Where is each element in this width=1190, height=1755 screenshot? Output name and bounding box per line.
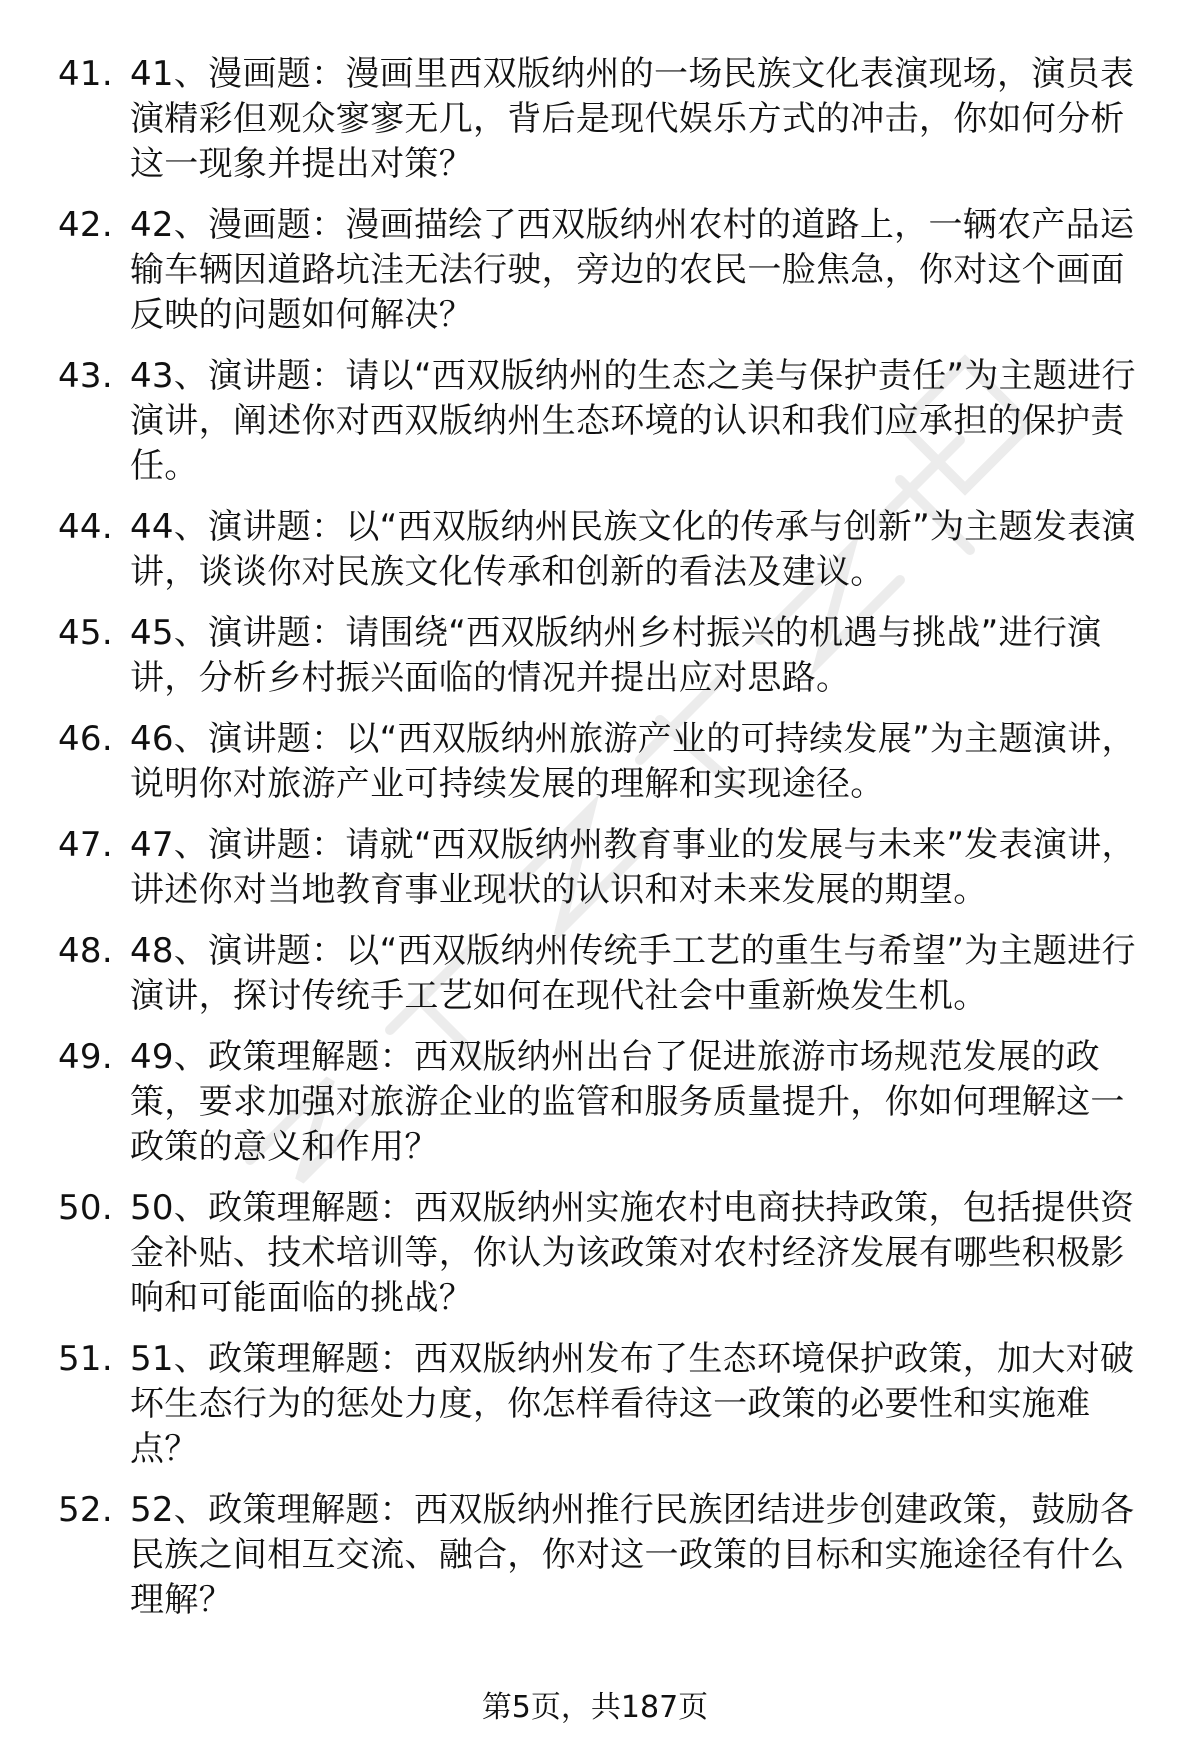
- question-number: 44.: [58, 507, 113, 547]
- question-text: 48、演讲题：以“西双版纳州传统手工艺的重生与希望”为主题进行演讲，探讨传统手工艺如何在现代社会中重新焕发生机。: [130, 931, 1136, 1016]
- question-item: [58, 1035, 1148, 1170]
- question-number: 41.: [58, 54, 113, 94]
- question-number: 49.: [58, 1037, 113, 1077]
- question-number: 48.: [58, 931, 113, 971]
- question-text: 41、漫画题：漫画里西双版纳州的一场民族文化表演现场，演员表演精彩但观众寥寥无几，背后是现代娱乐方式的冲击，你如何分析这一现象并提出对策？: [130, 54, 1135, 184]
- question-number: 52.: [58, 1490, 113, 1530]
- question-text: 42、漫画题：漫画描绘了西双版纳州农村的道路上，一辆农产品运输车辆因道路坑洼无法行驶，旁边的农民一脸焦急，你对这个画面反映的问题如何解决？: [130, 205, 1135, 335]
- question-text: 47、演讲题：请就“西双版纳州教育事业的发展与未来”发表演讲，讲述你对当地教育事业现状的认识和对未来发展的期望。: [130, 825, 1136, 910]
- question-text: 43、演讲题：请以“西双版纳州的生态之美与保护责任”为主题进行演讲，阐述你对西双版纳州生态环境的认识和我们应承担的保护责任。: [130, 356, 1136, 486]
- question-item: [58, 1186, 1148, 1321]
- question-text: 49、政策理解题：西双版纳州出台了促进旅游市场规范发展的政策，要求加强对旅游企业的监管和服务质量提升，你如何理解这一政策的意义和作用？: [130, 1037, 1125, 1167]
- question-item: [58, 717, 1148, 807]
- question-item: [58, 505, 1148, 595]
- question-text: 45、演讲题：请围绕“西双版纳州乡村振兴的机遇与挑战”进行演讲，分析乡村振兴面临的情况并提出应对思路。: [130, 613, 1102, 698]
- question-text: 44、演讲题：以“西双版纳州民族文化的传承与创新”为主题发表演讲，谈谈你对民族文化传承和创新的看法及建议。: [130, 507, 1136, 592]
- question-list: [58, 52, 1148, 1623]
- question-number: 45.: [58, 613, 113, 653]
- question-text: 46、演讲题：以“西双版纳州旅游产业的可持续发展”为主题演讲，说明你对旅游产业可持续发展的理解和实现途径。: [130, 719, 1136, 804]
- question-number: 46.: [58, 719, 113, 759]
- question-number: 43.: [58, 356, 113, 396]
- question-text: 51、政策理解题：西双版纳州发布了生态环境保护政策，加大对破坏生态行为的惩处力度，你怎样看待这一政策的必要性和实施难点？: [130, 1339, 1135, 1469]
- question-item: [58, 354, 1148, 489]
- question-item: [58, 52, 1148, 187]
- question-item: [58, 823, 1148, 913]
- question-number: 50.: [58, 1188, 113, 1228]
- question-item: [58, 1488, 1148, 1623]
- question-number: 42.: [58, 205, 113, 245]
- question-item: [58, 611, 1148, 701]
- question-text: 52、政策理解题：西双版纳州推行民族团结进步创建政策，鼓励各民族之间相互交流、融合，你对这一政策的目标和实施途径有什么理解？: [130, 1490, 1135, 1620]
- question-item: [58, 929, 1148, 1019]
- question-text: 50、政策理解题：西双版纳州实施农村电商扶持政策，包括提供资金补贴、技术培训等，你认为该政策对农村经济发展有哪些积极影响和可能面临的挑战？: [130, 1188, 1135, 1318]
- question-number: 51.: [58, 1339, 113, 1379]
- question-item: [58, 1337, 1148, 1472]
- question-item: [58, 203, 1148, 338]
- question-number: 47.: [58, 825, 113, 865]
- page-number-footer: 第5页，共187页: [481, 1690, 709, 1725]
